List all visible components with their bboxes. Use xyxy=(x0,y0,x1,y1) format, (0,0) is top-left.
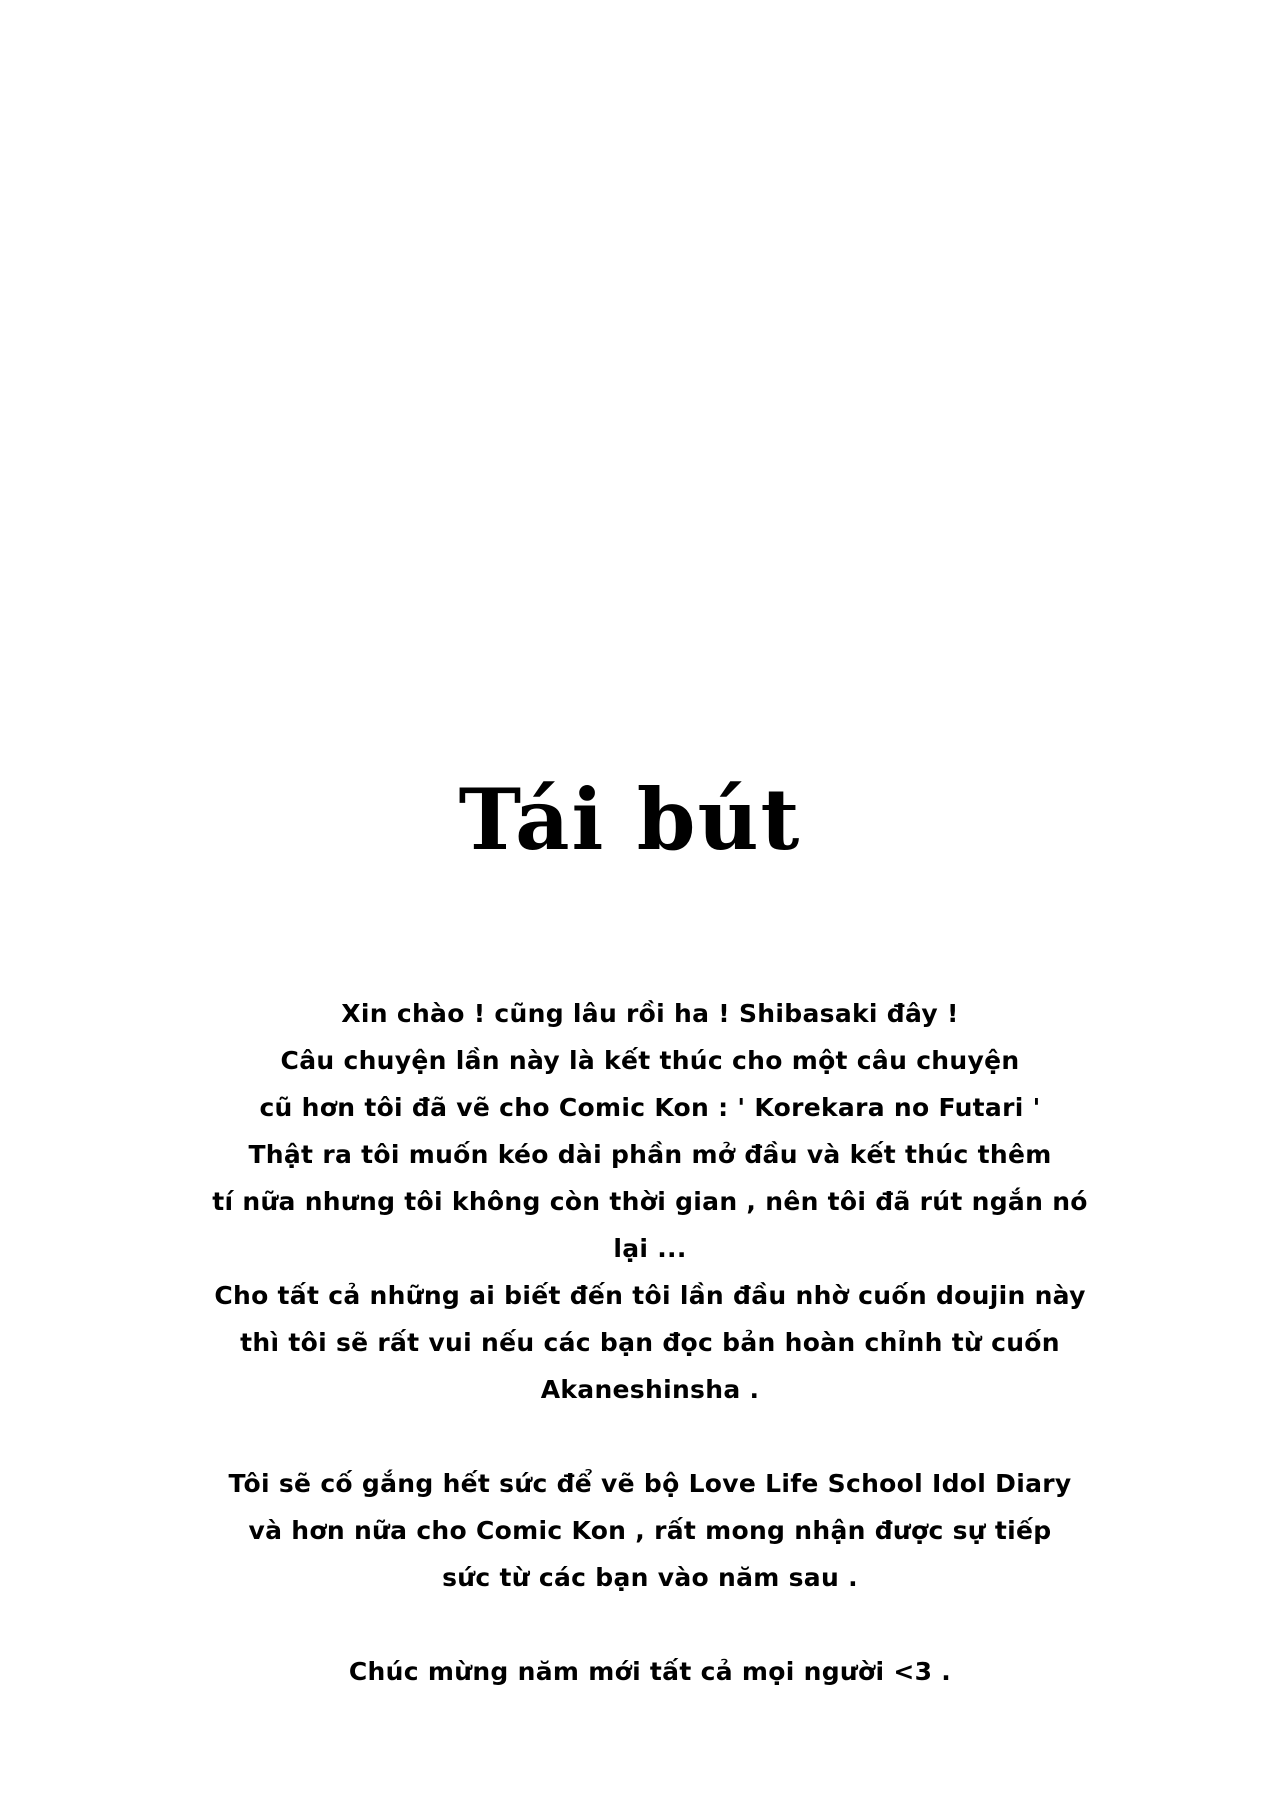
text-line: Thật ra tôi muốn kéo dài phần mở đầu và kết thúc thêm xyxy=(248,1140,1052,1169)
text-line: Tôi sẽ cố gắng hết sức để vẽ bộ Love Life School Idol Diary xyxy=(228,1469,1072,1498)
paragraph-spacer xyxy=(210,1413,1090,1460)
text-line: Xin chào ! cũng lâu rồi ha ! Shibasaki đây ! xyxy=(341,999,959,1028)
text-line: Akaneshinsha . xyxy=(540,1375,760,1404)
text-line: và hơn nữa cho Comic Kon , rất mong nhận được sự tiếp xyxy=(248,1516,1052,1545)
text-line: Cho tất cả những ai biết đến tôi lần đầu nhờ cuốn doujin này xyxy=(214,1281,1086,1310)
paragraph-plans xyxy=(210,1460,1090,1601)
afterword-text xyxy=(210,990,1090,1695)
text-line: sức từ các bạn vào năm sau . xyxy=(442,1563,858,1592)
text-line: lại ... xyxy=(613,1234,687,1263)
text-line: cũ hơn tôi đã vẽ cho Comic Kon : ' Korekara no Futari ' xyxy=(259,1093,1041,1122)
page-title: Tái bút xyxy=(458,770,802,869)
text-line: Câu chuyện lần này là kết thúc cho một câu chuyện xyxy=(280,1046,1020,1075)
text-line: Chúc mừng năm mới tất cả mọi người <3 . xyxy=(348,1657,952,1686)
paragraph-new-year xyxy=(210,1648,1090,1695)
text-line: thì tôi sẽ rất vui nếu các bạn đọc bản hoàn chỉnh từ cuốn xyxy=(240,1328,1060,1357)
text-line: tí nữa nhưng tôi không còn thời gian , nên tôi đã rút ngắn nó xyxy=(212,1187,1088,1216)
paragraph-greeting xyxy=(210,990,1090,1413)
paragraph-spacer xyxy=(210,1601,1090,1648)
